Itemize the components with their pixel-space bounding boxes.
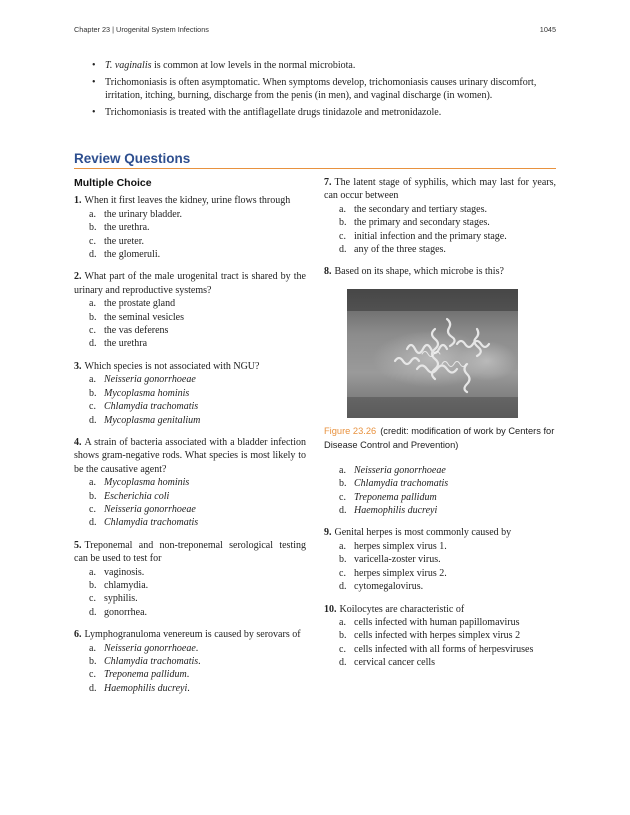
option-letter: b. xyxy=(89,387,97,399)
option-text-wrap xyxy=(354,230,507,243)
option-suffix: . xyxy=(195,642,199,654)
answer-option xyxy=(324,629,556,642)
option-text-wrap xyxy=(354,464,446,477)
option-text: the prostate gland xyxy=(104,298,176,310)
answer-option xyxy=(74,208,306,221)
answer-options xyxy=(74,642,306,696)
option-text-wrap xyxy=(104,490,169,503)
option-text: chlamydia. xyxy=(104,579,149,591)
option-text: herpes simplex virus 2. xyxy=(354,567,447,579)
option-letter: a. xyxy=(339,540,346,552)
answer-option xyxy=(74,682,306,695)
option-letter: a. xyxy=(339,203,346,215)
question-item xyxy=(324,265,556,517)
answer-option xyxy=(74,566,306,579)
option-text: Mycoplasma hominis xyxy=(104,477,190,489)
running-header xyxy=(74,25,556,34)
answer-option xyxy=(74,516,306,529)
question-item xyxy=(324,526,556,593)
answer-options xyxy=(74,566,306,620)
option-text-wrap xyxy=(104,516,198,529)
answer-option xyxy=(74,311,306,324)
question-text: The latent stage of syphilis, which may last for years, can occur between xyxy=(324,177,556,202)
option-text: Mycoplasma genitalium xyxy=(104,414,201,426)
option-text: Neisseria gonorrhoeae xyxy=(104,374,196,386)
question-stem xyxy=(74,436,306,476)
question-text: A strain of bacteria associated with a bladder infection shows gram-negative rods. What species is most likely to be the causative agent? xyxy=(74,436,306,475)
option-letter: c. xyxy=(89,401,96,413)
option-text-wrap xyxy=(104,476,189,489)
page-number: 1045 xyxy=(539,25,556,34)
option-text-wrap xyxy=(104,655,201,668)
option-text-wrap xyxy=(104,579,148,592)
answer-option xyxy=(74,579,306,592)
answer-option xyxy=(324,230,556,243)
right-column xyxy=(324,176,556,679)
option-text: the primary and secondary stages. xyxy=(354,217,490,229)
option-letter: b. xyxy=(339,630,347,642)
question-number: 7. xyxy=(324,177,332,188)
option-text: Treponema pallidum xyxy=(354,491,437,503)
answer-option xyxy=(324,243,556,256)
answer-option xyxy=(324,203,556,216)
figure-label: Figure 23.26 xyxy=(324,425,377,436)
question-text: Treponemal and non-treponemal serological testing can be used to test for xyxy=(74,539,306,565)
answer-options xyxy=(74,297,306,351)
option-text: the urethra. xyxy=(104,222,150,234)
question-number: 10. xyxy=(324,603,337,615)
option-text: Chlamydia trachomatis xyxy=(104,517,199,529)
figure-caption xyxy=(324,424,556,452)
question-number: 4. xyxy=(74,436,82,448)
answer-options xyxy=(324,616,556,670)
answer-option xyxy=(324,504,556,517)
option-text: herpes simplex virus 1. xyxy=(354,540,447,552)
answer-option xyxy=(74,235,306,248)
option-letter: b. xyxy=(89,579,97,591)
question-text: Lymphogranuloma venereum is caused by serovars of xyxy=(84,629,301,641)
option-letter: d. xyxy=(89,682,97,694)
option-text: cells infected with all forms of herpesviruses xyxy=(354,643,534,655)
option-text-wrap xyxy=(104,373,196,386)
question-number: 5. xyxy=(74,539,82,551)
chapter-title: Chapter 23 | Urogenital System Infections xyxy=(74,25,209,34)
option-letter: c. xyxy=(339,491,346,503)
option-letter: d. xyxy=(89,338,97,350)
option-letter: a. xyxy=(89,208,96,220)
option-text: the ureter. xyxy=(104,235,144,247)
option-letter: d. xyxy=(339,244,347,256)
option-text: Chlamydia trachomatis xyxy=(354,478,449,490)
option-text-wrap xyxy=(104,642,198,655)
option-text: cervical cancer cells xyxy=(354,657,436,669)
option-text-wrap xyxy=(354,580,423,593)
option-text: cytomegalovirus. xyxy=(354,581,424,593)
answer-option xyxy=(74,387,306,400)
answer-option xyxy=(324,216,556,229)
option-text-wrap xyxy=(104,606,147,619)
answer-option xyxy=(324,580,556,593)
option-text-wrap xyxy=(104,337,147,350)
option-letter: a. xyxy=(89,642,96,654)
left-column xyxy=(74,177,306,704)
left-question-list xyxy=(74,194,306,695)
answer-option xyxy=(324,616,556,629)
question-text: Koilocytes are characteristic of xyxy=(339,603,465,615)
option-letter: d. xyxy=(339,505,347,517)
answer-option xyxy=(324,477,556,490)
option-letter: c. xyxy=(89,669,96,681)
option-letter: a. xyxy=(339,464,346,476)
answer-option xyxy=(74,400,306,413)
option-text: vaginosis. xyxy=(104,566,145,578)
question-item xyxy=(324,603,556,670)
answer-option xyxy=(74,337,306,350)
figure-caption-text: (credit: modification of work by Centers for Disease Control and Prevention) xyxy=(324,425,555,450)
option-text-wrap xyxy=(104,566,144,579)
answer-option xyxy=(324,656,556,669)
option-text-wrap xyxy=(104,387,189,400)
question-number: 2. xyxy=(74,271,82,283)
option-letter: c. xyxy=(89,325,96,337)
spirochete-micrograph xyxy=(347,289,518,418)
question-number: 1. xyxy=(74,195,82,207)
option-text: cells infected with human papillomavirus xyxy=(354,616,520,628)
answer-options xyxy=(324,540,556,594)
option-suffix: . xyxy=(186,669,190,681)
question-number: 9. xyxy=(324,527,332,539)
question-stem xyxy=(324,265,556,278)
option-text-wrap xyxy=(354,629,520,642)
review-questions-heading: Review Questions xyxy=(74,151,556,169)
answer-option xyxy=(324,567,556,580)
question-item xyxy=(74,539,306,619)
answer-options xyxy=(74,373,306,427)
question-stem xyxy=(74,628,306,641)
option-text: initial infection and the primary stage. xyxy=(354,230,507,242)
question-number: 8. xyxy=(324,266,332,278)
answer-option xyxy=(74,297,306,310)
option-text: the urinary bladder. xyxy=(104,208,183,220)
question-item xyxy=(74,270,306,350)
option-letter: c. xyxy=(339,643,346,655)
option-text: gonorrhea. xyxy=(104,606,148,618)
option-text-wrap xyxy=(104,414,200,427)
option-text-wrap xyxy=(354,504,437,517)
question-stem xyxy=(324,603,556,616)
option-letter: a. xyxy=(339,616,346,628)
question-number: 6. xyxy=(74,629,82,641)
question-text: When it first leaves the kidney, urine flows through xyxy=(84,195,291,207)
option-text: Treponema pallidum xyxy=(104,669,187,681)
option-text: cells infected with herpes simplex virus 2 xyxy=(354,630,521,642)
summary-bullet: • Trichomoniasis is treated with the antiflagellate drugs tinidazole and metronidazole. xyxy=(92,106,562,120)
option-text-wrap xyxy=(354,540,447,553)
option-letter: c. xyxy=(89,593,96,605)
option-text-wrap xyxy=(354,643,533,656)
option-letter: d. xyxy=(339,657,347,669)
question-item xyxy=(74,194,306,261)
option-text: the vas deferens xyxy=(104,325,169,337)
option-letter: c. xyxy=(89,503,96,515)
answer-option xyxy=(74,655,306,668)
option-text-wrap xyxy=(104,592,138,605)
summary-bullet: • Trichomoniasis is often asymptomatic. When symptoms develop, trichomoniasis causes urinary discomfort, irritation, itching, burning, discharge from the penis (in men), and vaginal discharge (in women). xyxy=(92,76,562,103)
answer-option xyxy=(74,642,306,655)
answer-options xyxy=(324,203,556,257)
question-stem xyxy=(324,176,556,203)
option-text: Neisseria gonorrhoeae xyxy=(104,503,196,515)
option-text: Chlamydia trachomatis xyxy=(104,656,199,667)
option-text-wrap xyxy=(354,616,520,629)
summary-bullet-list xyxy=(92,59,562,122)
question-item xyxy=(74,436,306,530)
question-text: What part of the male urogenital tract is shared by the urinary and reproductive systems? xyxy=(74,271,306,296)
answer-option xyxy=(324,553,556,566)
option-text-wrap xyxy=(104,682,190,695)
answer-option xyxy=(74,248,306,261)
option-text-wrap xyxy=(354,477,448,490)
option-text-wrap xyxy=(354,203,487,216)
option-text: the glomeruli. xyxy=(104,249,161,261)
option-letter: b. xyxy=(339,478,347,490)
question-text: Based on its shape, which microbe is this? xyxy=(334,266,504,278)
right-question-list xyxy=(324,176,556,670)
option-text: varicella-zoster virus. xyxy=(354,554,441,566)
answer-options xyxy=(74,208,306,262)
option-text: Neisseria gonorrhoeae xyxy=(354,464,446,476)
option-text-wrap xyxy=(104,324,168,337)
option-text: syphilis. xyxy=(104,593,138,605)
option-text-wrap xyxy=(104,668,189,681)
option-text-wrap xyxy=(354,243,446,256)
option-letter: c. xyxy=(339,230,346,242)
answer-option xyxy=(74,373,306,386)
answer-option xyxy=(324,540,556,553)
option-letter: b. xyxy=(89,222,97,234)
option-text: Chlamydia trachomatis xyxy=(104,401,199,413)
question-stem xyxy=(74,539,306,566)
answer-option xyxy=(74,476,306,489)
option-text-wrap xyxy=(104,248,160,261)
option-letter: d. xyxy=(89,606,97,618)
option-text-wrap xyxy=(104,221,150,234)
answer-options xyxy=(324,464,556,518)
question-text: Genital herpes is most commonly caused by xyxy=(334,527,512,539)
answer-option xyxy=(74,668,306,681)
option-text-wrap xyxy=(354,216,490,229)
option-letter: a. xyxy=(89,566,96,578)
option-text-wrap xyxy=(354,656,435,669)
option-text: any of the three stages. xyxy=(354,244,446,256)
answer-option xyxy=(324,643,556,656)
question-stem xyxy=(74,194,306,207)
option-text-wrap xyxy=(104,235,144,248)
answer-option xyxy=(324,491,556,504)
option-letter: b. xyxy=(339,217,347,229)
question-item xyxy=(324,176,556,256)
option-letter: b. xyxy=(89,656,97,667)
option-letter: b. xyxy=(89,311,97,323)
question-item xyxy=(74,628,306,695)
option-text-wrap xyxy=(104,400,198,413)
answer-option xyxy=(74,221,306,234)
option-text: the seminal vesicles xyxy=(104,311,184,323)
option-letter: c. xyxy=(339,567,346,579)
question-stem xyxy=(324,526,556,539)
option-letter: b. xyxy=(89,490,97,502)
option-text: Mycoplasma hominis xyxy=(104,387,190,399)
answer-option xyxy=(74,503,306,516)
question-item xyxy=(74,360,306,427)
option-suffix: . xyxy=(198,656,201,667)
summary-bullet: • T. vaginalis is common at low levels in the normal microbiota. xyxy=(92,59,562,73)
option-text: Haemophilis ducreyi xyxy=(354,505,438,517)
question-text: Which species is not associated with NGU? xyxy=(84,360,260,372)
option-letter: c. xyxy=(89,235,96,247)
option-letter: a. xyxy=(89,477,96,489)
question-stem xyxy=(74,360,306,373)
option-text-wrap xyxy=(104,503,196,516)
option-letter: d. xyxy=(339,581,347,593)
answer-option xyxy=(74,324,306,337)
option-letter: b. xyxy=(339,554,347,566)
option-letter: a. xyxy=(89,374,96,386)
option-text-wrap xyxy=(354,553,441,566)
option-letter: d. xyxy=(89,517,97,529)
question-number: 3. xyxy=(74,360,82,372)
option-text: Escherichia coli xyxy=(104,490,170,502)
option-letter: d. xyxy=(89,249,97,261)
answer-option xyxy=(74,592,306,605)
option-text-wrap xyxy=(104,297,175,310)
answer-options xyxy=(74,476,306,530)
question-stem xyxy=(74,270,306,297)
option-text-wrap xyxy=(354,567,447,580)
option-text: Haemophilis ducreyi xyxy=(104,682,188,694)
answer-option xyxy=(324,464,556,477)
answer-option xyxy=(74,414,306,427)
multiple-choice-heading: Multiple Choice xyxy=(74,177,152,189)
answer-option xyxy=(74,490,306,503)
option-letter: d. xyxy=(89,414,97,426)
option-text: Neisseria gonorrhoeae xyxy=(104,642,196,654)
option-letter: a. xyxy=(89,298,96,310)
answer-option xyxy=(74,606,306,619)
option-text-wrap xyxy=(104,208,182,221)
option-suffix: . xyxy=(187,682,190,694)
option-text-wrap xyxy=(104,311,184,324)
option-text: the urethra xyxy=(104,338,148,350)
option-text-wrap xyxy=(354,491,437,504)
option-text: the secondary and tertiary stages. xyxy=(354,203,488,215)
